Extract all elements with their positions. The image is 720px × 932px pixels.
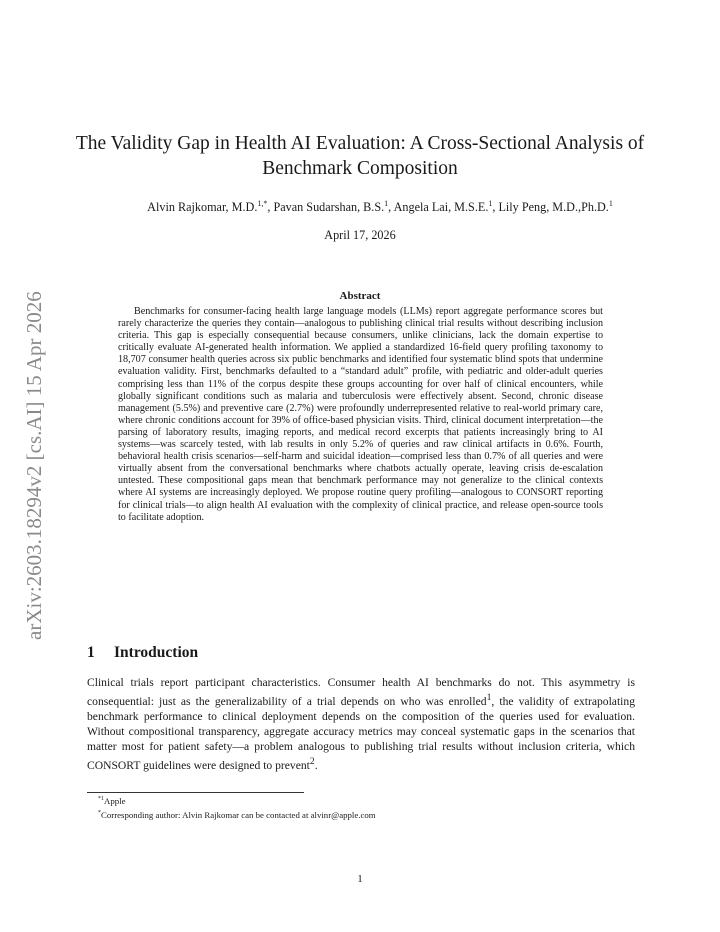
- citation-ref-link[interactable]: 2: [309, 756, 315, 768]
- footnote-divider: [87, 792, 304, 793]
- author-name: Angela Lai, M.S.E.: [393, 200, 489, 215]
- intro-text-part1: Clinical trials report participant characteristics. Consumer health AI benchmarks do not. This asymmetry is consequential: just as the generalizability of a trial depends on who was enrolled: [87, 676, 635, 708]
- footnote-affiliation: [98, 796, 126, 806]
- paper-title: The Validity Gap in Health AI Evaluation: A Cross-Sectional Analysis of Benchmark Composition: [75, 133, 645, 179]
- publication-date: April 17, 2026: [324, 228, 396, 242]
- section-number: 1: [87, 644, 95, 661]
- author-affiliation-mark: 1: [488, 199, 493, 208]
- author-affiliation-mark: 1: [384, 199, 389, 208]
- footnote-corresponding-author: [98, 810, 376, 820]
- footnote-text: Apple: [104, 796, 126, 806]
- intro-text-end: .: [314, 759, 318, 773]
- footnote-mark: *1: [98, 796, 104, 803]
- section-title: Introduction: [114, 644, 199, 661]
- author-name: Lily Peng, M.D.,Ph.D.: [498, 200, 609, 215]
- author-affiliation-mark: 1: [608, 199, 613, 208]
- abstract-body: Benchmarks for consumer-facing health large language models (LLMs) report aggregate performance scores but rarely characterize the queries they contain—analogous to publishing clinical trial results without describing inclusion criteria. This gap is especially consequential because consumers, unlike clinicians, lack the domain expertise to critically evaluate AI-generated health information. We applied a standardized 16-field query profiling taxonomy to 18,707 consumer health queries across six public benchmarks and identified four systematic blind spots that undermine evaluation validity. First, benchmarks defaulted to a “standard adult” profile, with pediatric and older-adult queries comprising less than 11% of the corpus despite these groups accounting for over half of clinical encounters, while globally significant conditions such as malaria and tuberculosis were effectively absent. Second, chronic disease management (5.5%) and preventive care (2.7%) were profoundly underrepresented relative to real-world primary care, where chronic conditions account for 39% of office-based physician visits. Third, clinical document interpretation—the parsing of laboratory results, imaging reports, and medical record excerpts that patients increasingly bring to AI systems—was scarcely tested, with lab results in only 5.2% of queries and raw clinical artifacts in 0.6%. Fourth, behavioral health crisis scenarios—self-harm and suicidal ideation—comprised less than 0.7% of all queries and were virtually absent from the conversational benchmarks where chatbots actually operate, leaving crisis de-escalation untested. These compositional gaps mean that benchmark performance may not generalize to the clinical contexts where AI systems are increasingly deployed. We propose routine query profiling—analogous to CONSORT reporting for clinical trials—to align health AI evaluation with the complexity of clinical practice, and release open-source tools to facilitate adoption.: [118, 306, 603, 523]
- page-number: 1: [357, 873, 363, 885]
- footnote-mark: *: [98, 810, 101, 817]
- author-name: Alvin Rajkomar, M.D.: [147, 200, 258, 215]
- author-list: Alvin Rajkomar, M.D.$^{1,*}$, Pavan Sudarshan, B.S.$^1$, Angela Lai, M.S.E.$^1$, Lily Peng, M.D.,Ph.D.$^1$: [147, 199, 613, 215]
- footnote-text: Corresponding author: Alvin Rajkomar can be contacted at alvinr@apple.com: [101, 810, 376, 820]
- author-name: Pavan Sudarshan, B.S.: [273, 200, 385, 215]
- citation-ref-link[interactable]: 1: [486, 692, 492, 704]
- introduction-paragraph: [87, 675, 635, 773]
- arxiv-sidebar-stamp: arXiv:2603.18294v2 [cs.AI] 15 Apr 2026: [22, 291, 46, 640]
- author-affiliation-mark: 1,*: [257, 199, 268, 208]
- intro-text-part2: , the validity of extrapolating benchmark performance to clinical deployment depends on the composition of the queries used for evaluation. Without compositional transparency, aggregate accuracy metrics may conceal systematic gaps in the scenarios that matter most for patient safety—a problem analogous to publishing trial results without inclusion criteria, which CONSORT guidelines were designed to prevent: [87, 694, 635, 773]
- section-heading: [87, 644, 198, 662]
- abstract-heading: Abstract: [339, 290, 381, 302]
